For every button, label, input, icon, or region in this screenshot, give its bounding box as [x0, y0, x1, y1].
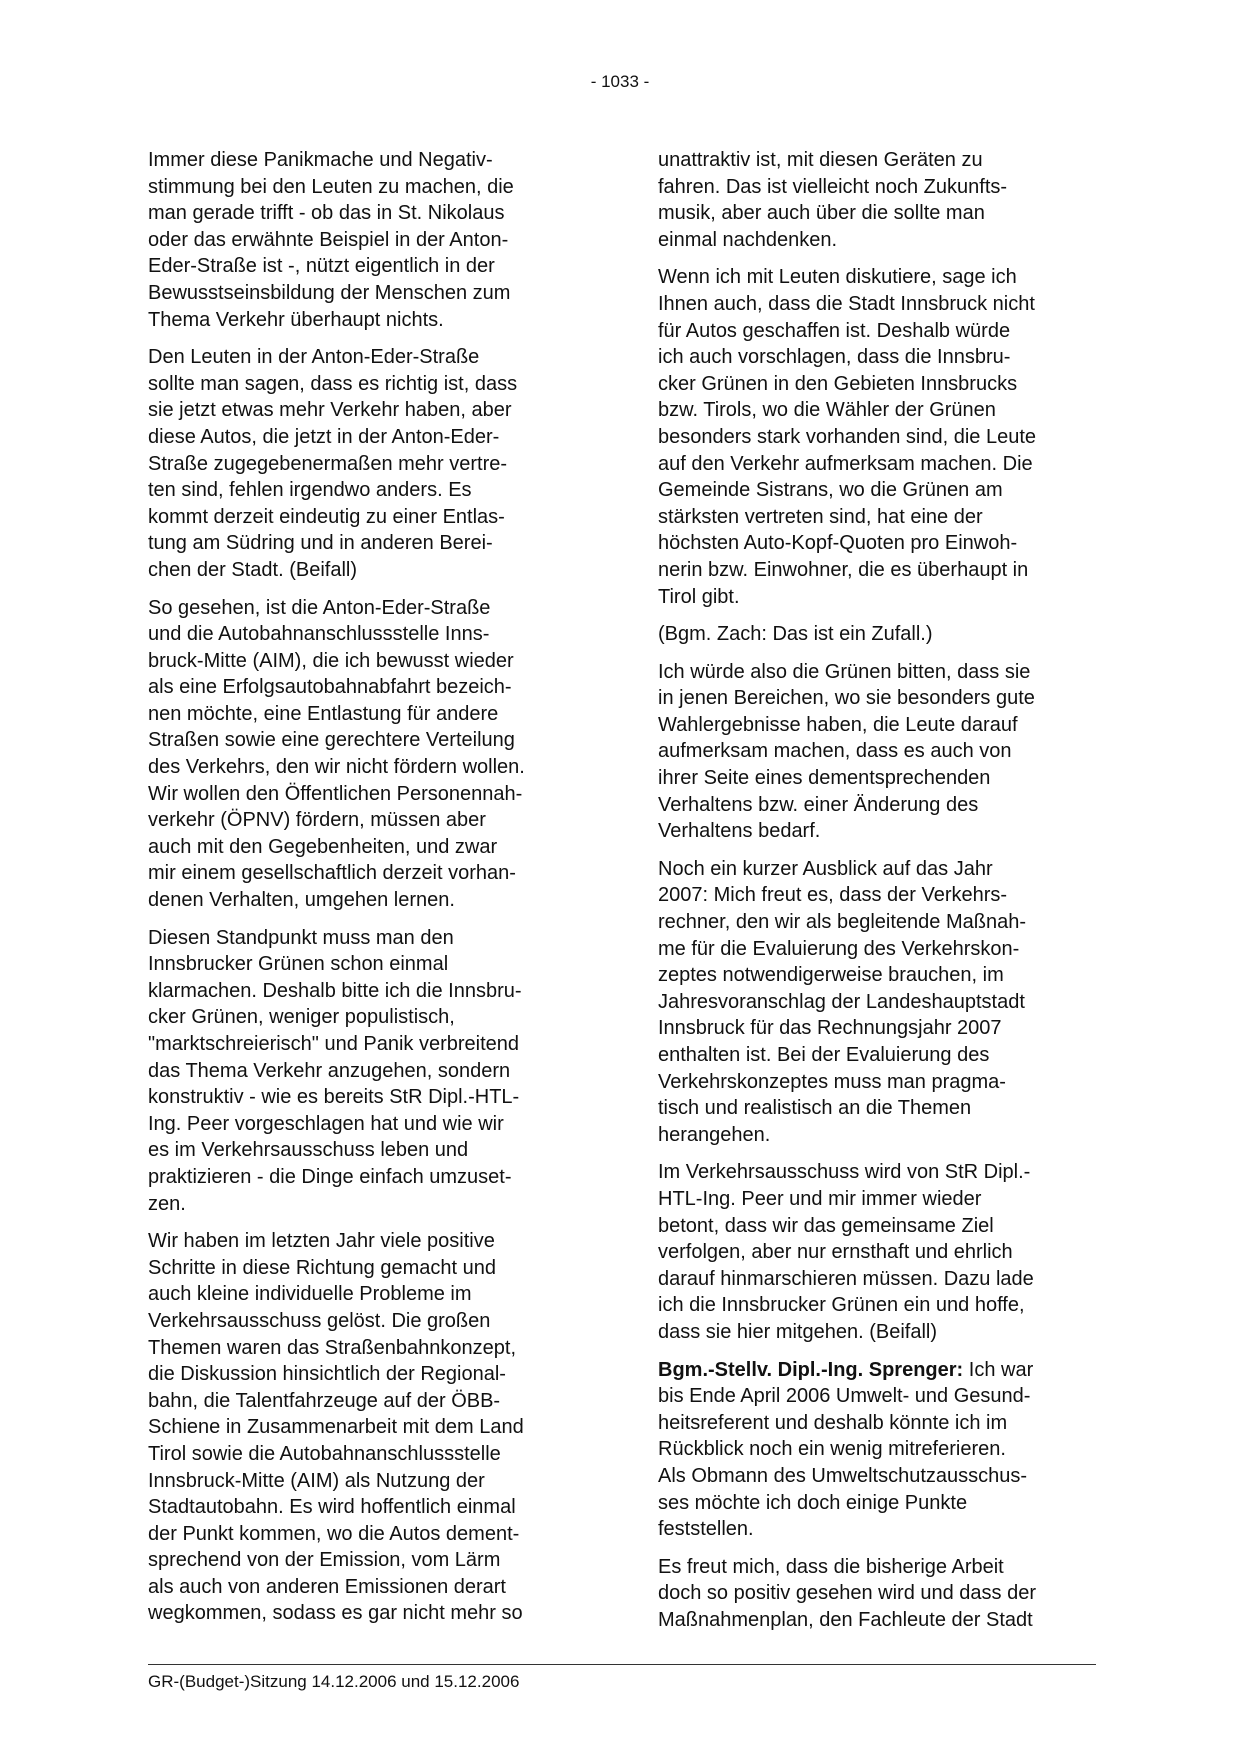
text-line: Rückblick noch ein wenig mitreferieren. — [658, 1438, 1006, 1461]
text-line: besonders stark vorhanden sind, die Leute — [658, 425, 1037, 448]
text-line: Maßnahmenplan, den Fachleute der Stadt — [658, 1608, 1033, 1631]
paragraph — [148, 595, 600, 914]
text-line: denen Verhalten, umgehen lernen. — [148, 889, 455, 912]
text-line: me für die Evaluierung des Verkehrskon- — [658, 937, 1020, 960]
paragraph — [148, 925, 600, 1218]
text-line: es im Verkehrsausschuss leben und — [148, 1139, 469, 1162]
right-column — [658, 147, 1110, 1644]
text-line: Innsbruck-Mitte (AIM) als Nutzung der — [148, 1469, 485, 1492]
text-line: sie jetzt etwas mehr Verkehr haben, aber — [148, 399, 512, 422]
text-line — [658, 1357, 1110, 1384]
text-line: einmal nachdenken. — [658, 228, 838, 251]
text-line: enthalten ist. Bei der Evaluierung des — [658, 1044, 990, 1066]
text-line: darauf hinmarschieren müssen. Dazu lade — [658, 1267, 1034, 1290]
text-line: Als Obmann des Umweltschutzausschus- — [658, 1464, 1028, 1487]
text-line: bahn, die Talentfahrzeuge auf der ÖBB- — [148, 1389, 501, 1412]
text-line: bzw. Tirols, wo die Wähler der Grünen — [658, 399, 996, 422]
paragraph — [658, 1554, 1110, 1634]
text-line: Tirol gibt. — [658, 585, 740, 608]
text-line: auf den Verkehr aufmerksam machen. Die — [658, 452, 1033, 475]
text-line: cker Grünen in den Gebieten Innsbrucks — [658, 372, 1018, 395]
text-line: Im Verkehrsausschuss wird von StR Dipl.- — [658, 1161, 1031, 1184]
text-line: "marktschreierisch" und Panik verbreitend — [148, 1033, 520, 1055]
text-line: tung am Südring und in anderen Berei- — [148, 532, 493, 555]
text-line: die Diskussion hinsichtlich der Regional- — [148, 1363, 506, 1386]
text-line: HTL-Ing. Peer und mir immer wieder — [658, 1187, 982, 1210]
paragraph — [148, 344, 600, 583]
text-line: So gesehen, ist die Anton-Eder-Straße — [148, 596, 491, 619]
text-line: zen. — [148, 1192, 186, 1215]
text-line: verkehr (ÖPNV) fördern, müssen aber — [148, 809, 486, 832]
text-line: in jenen Bereichen, wo sie besonders gute — [658, 687, 1035, 710]
text-line: kommt derzeit eindeutig zu einer Entlas- — [148, 505, 505, 528]
text-line: Verkehrsausschuss gelöst. Die großen — [148, 1309, 491, 1332]
text-line: wegkommen, sodass es gar nicht mehr so — [148, 1602, 523, 1625]
paragraph — [658, 264, 1110, 610]
text-line: heitsreferent und deshalb könnte ich im — [658, 1411, 1008, 1434]
text-line: Schritte in diese Richtung gemacht und — [148, 1256, 496, 1279]
text-line: oder das erwähnte Beispiel in der Anton- — [148, 228, 509, 251]
text-line: musik, aber auch über die sollte man — [658, 202, 985, 225]
text-line: Gemeinde Sistrans, wo die Grünen am — [658, 479, 1003, 502]
text-line: Den Leuten in der Anton-Eder-Straße — [148, 346, 480, 369]
text-line: (Bgm. Zach: Das ist ein Zufall.) — [658, 623, 933, 646]
text-line: Straße zugegebenermaßen mehr vertre- — [148, 452, 508, 475]
paragraph — [658, 147, 1110, 253]
text-line: unattraktiv ist, mit diesen Geräten zu — [658, 149, 983, 171]
footer-divider — [148, 1664, 1096, 1665]
text-line: und die Autobahnanschlussstelle Inns- — [148, 623, 490, 646]
text-line: man gerade trifft - ob das in St. Nikolaus — [148, 202, 505, 225]
page-number: - 1033 - — [590, 72, 650, 91]
text-line: rechner, den wir als begleitende Maßnah- — [658, 911, 1026, 934]
text-line: mir einem gesellschaftlich derzeit vorhan- — [148, 862, 516, 885]
text-line: ich die Innsbrucker Grünen ein und hoffe, — [658, 1294, 1025, 1317]
text-line: als eine Erfolgsautobahnabfahrt bezeich- — [148, 676, 512, 699]
text-line: Immer diese Panikmache und Negativ- — [148, 149, 493, 171]
text-line: Schiene in Zusammenarbeit mit dem Land — [148, 1416, 524, 1439]
text-line: Verkehrskonzeptes muss man pragma- — [658, 1070, 1006, 1093]
speaker-name: Bgm.-Stellv. Dipl.-Ing. Sprenger: — [658, 1358, 964, 1381]
text-line: Wahlergebnisse haben, die Leute darauf — [658, 713, 1018, 736]
text-line: Es freut mich, dass die bisherige Arbeit — [658, 1555, 1004, 1578]
paragraph — [148, 1228, 600, 1627]
text-line: bis Ende April 2006 Umwelt- und Gesund- — [658, 1385, 1031, 1408]
speaker-text: Ich war — [963, 1358, 1034, 1381]
text-line: nerin bzw. Einwohner, die es überhaupt in — [658, 558, 1029, 581]
text-line: Bewusstseinsbildung der Menschen zum — [148, 281, 511, 304]
text-line: dass sie hier mitgehen. (Beifall) — [658, 1320, 938, 1343]
text-line: bruck-Mitte (AIM), die ich bewusst wieder — [148, 649, 514, 672]
text-line: des Verkehrs, den wir nicht fördern wollen. — [148, 756, 525, 779]
text-line: Ihnen auch, dass die Stadt Innsbruck nicht — [658, 292, 1035, 315]
paragraph — [658, 856, 1110, 1149]
text-line: aufmerksam machen, dass es auch von — [658, 740, 1012, 763]
text-line: diese Autos, die jetzt in der Anton-Eder- — [148, 425, 500, 448]
text-line: Wir haben im letzten Jahr viele positive — [148, 1230, 495, 1253]
text-line: betont, dass wir das gemeinsame Ziel — [658, 1214, 994, 1237]
text-line: konstruktiv - wie es bereits StR Dipl.-HTL- — [148, 1086, 520, 1109]
left-column — [148, 147, 600, 1638]
text-line: das Thema Verkehr anzugehen, sondern — [148, 1059, 511, 1082]
text-line: doch so positiv gesehen wird und dass der — [658, 1582, 1037, 1605]
text-line: sprechend von der Emission, vom Lärm — [148, 1549, 501, 1572]
text-line: der Punkt kommen, wo die Autos dement- — [148, 1522, 520, 1545]
text-line: 2007: Mich freut es, dass der Verkehrs- — [658, 884, 1008, 907]
text-line: stimmung bei den Leuten zu machen, die — [148, 175, 514, 198]
text-line: Thema Verkehr überhaupt nichts. — [148, 308, 444, 331]
paragraph — [658, 1357, 1110, 1543]
text-line: chen der Stadt. (Beifall) — [148, 558, 357, 581]
text-line: klarmachen. Deshalb bitte ich die Innsbru- — [148, 979, 522, 1002]
paragraph — [658, 621, 1110, 648]
text-line: feststellen. — [658, 1518, 754, 1541]
paragraph — [658, 1159, 1110, 1345]
text-line: sollte man sagen, dass es richtig ist, dass — [148, 372, 518, 395]
text-line: Innsbrucker Grünen schon einmal — [148, 953, 449, 976]
text-line: Verhaltens bzw. einer Änderung des — [658, 793, 979, 816]
text-line: Straßen sowie eine gerechtere Verteilung — [148, 729, 515, 752]
text-line: Jahresvoranschlag der Landeshauptstadt — [658, 990, 1025, 1013]
footer-session-info: GR-(Budget-)Sitzung 14.12.2006 und 15.12.2006 — [148, 1672, 520, 1691]
text-line: zeptes notwendigerweise brauchen, im — [658, 964, 1004, 987]
text-line: Stadtautobahn. Es wird hoffentlich einmal — [148, 1496, 516, 1519]
text-line: ich auch vorschlagen, dass die Innsbru- — [658, 346, 1011, 369]
text-line: auch kleine individuelle Probleme im — [148, 1283, 472, 1306]
text-line: auch mit den Gegebenheiten, und zwar — [148, 835, 498, 858]
text-line: Wir wollen den Öffentlichen Personennah- — [148, 782, 523, 805]
text-line: Diesen Standpunkt muss man den — [148, 926, 454, 949]
text-line: höchsten Auto-Kopf-Quoten pro Einwoh- — [658, 532, 1018, 555]
text-line: herangehen. — [658, 1123, 771, 1146]
text-line: cker Grünen, weniger populistisch, — [148, 1006, 455, 1029]
text-line: Verhaltens bedarf. — [658, 820, 821, 843]
text-line: verfolgen, aber nur ernsthaft und ehrlich — [658, 1241, 1013, 1264]
text-line: nen möchte, eine Entlastung für andere — [148, 702, 499, 725]
text-line: Innsbruck für das Rechnungsjahr 2007 — [658, 1017, 1002, 1040]
text-line: Ich würde also die Grünen bitten, dass sie — [658, 660, 1031, 683]
text-line: stärksten vertreten sind, hat eine der — [658, 505, 983, 528]
text-line: Eder-Straße ist -, nützt eigentlich in der — [148, 255, 495, 278]
text-line: für Autos geschaffen ist. Deshalb würde — [658, 319, 1011, 342]
paragraph — [658, 659, 1110, 845]
text-line: tisch und realistisch an die Themen — [658, 1097, 972, 1120]
text-line: als auch von anderen Emissionen derart — [148, 1575, 506, 1598]
text-line: ses möchte ich doch einige Punkte — [658, 1491, 968, 1514]
text-line: Ing. Peer vorgeschlagen hat und wie wir — [148, 1112, 504, 1135]
paragraph — [148, 147, 600, 333]
text-line: Noch ein kurzer Ausblick auf das Jahr — [658, 857, 993, 880]
text-line: Wenn ich mit Leuten diskutiere, sage ich — [658, 266, 1017, 289]
text-line: ten sind, fehlen irgendwo anders. Es — [148, 479, 472, 502]
text-line: fahren. Das ist vielleicht noch Zukunfts- — [658, 175, 1008, 198]
text-line: praktizieren - die Dinge einfach umzuset- — [148, 1165, 512, 1188]
text-line: Tirol sowie die Autobahnanschlussstelle — [148, 1442, 501, 1465]
text-line: ihrer Seite eines dementsprechenden — [658, 767, 991, 790]
text-line: Themen waren das Straßenbahnkonzept, — [148, 1336, 516, 1359]
